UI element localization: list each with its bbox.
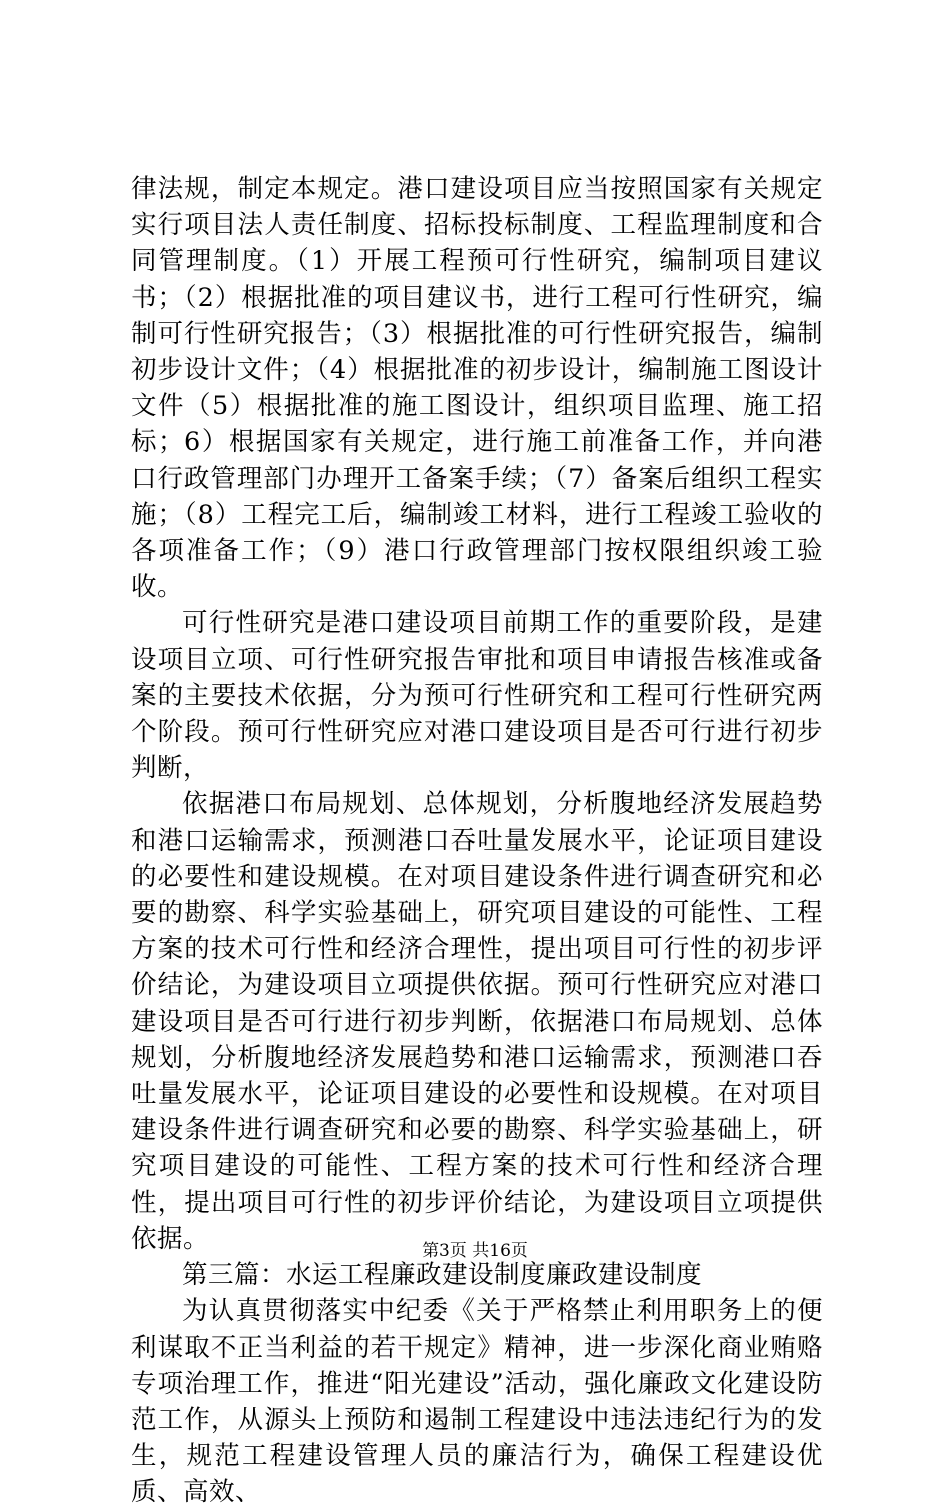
- paragraph-4: 为认真贯彻落实中纪委《关于严格禁止利用职务上的便利谋取不正当利益的若干规定》精神，进一步深化商业贿赂专项治理工作，推进“阳光建设”活动，强化廉政文化建设防范工作，从源头上预防和遏制工程建设中违法违纪行为的发生，规范工程建设管理人员的廉洁行为，确保工程建设优质、高效、: [131, 1296, 823, 1508]
- section-heading: 第三篇：水运工程廉政建设制度廉政建设制度: [182, 1260, 703, 1291]
- paragraph-2: 可行性研究是港口建设项目前期工作的重要阶段，是建设项目立项、可行性研究报告审批和项目申请报告核准或备案的主要技术依据，分为预可行性研究和工程可行性研究两个阶段。预可行性研究应对港口建设项目是否可行进行初步判断，: [131, 608, 823, 784]
- document-body: [131, 171, 823, 1511]
- paragraph-3: 依据港口布局规划、总体规划，分析腹地经济发展趋势和港口运输需求，预测港口吞吐量发展水平，论证项目建设的必要性和建设规模。在对项目建设条件进行调查研究和必要的勘察、科学实验基础上，研究项目建设的可能性、工程方案的技术可行性和经济合理性，提出项目可行性的初步评价结论，为建设项目立项提供依据。预可行性研究应对港口建设项目是否可行进行初步判断，依据港口布局规划、总体规划，分析腹地经济发展趋势和港口运输需求，预测港口吞吐量发展水平，论证项目建设的必要性和设规模。在对项目建设条件进行调查研究和必要的勘察、科学实验基础上，研究项目建设的可能性、工程方案的技术可行性和经济合理性，提出项目可行性的初步评价结论，为建设项目立项提供依据。: [131, 789, 823, 1254]
- paragraph-1: 律法规，制定本规定。港口建设项目应当按照国家有关规定实行项目法人责任制度、招标投标制度、工程监理制度和合同管理制度。（1）开展工程预可行性研究，编制项目建议书；（2）根据批准的项目建议书，进行工程可行性研究，编制可行性研究报告；（3）根据批准的可行性研究报告，编制初步设计文件；（4）根据批准的初步设计，编制施工图设计文件（5）根据批准的施工图设计，组织项目监理、施工招标；6）根据国家有关规定，进行施工前准备工作，并向港口行政管理部门办理开工备案手续；（7）备案后组织工程实施；（8）工程完工后，编制竣工材料，进行工程竣工验收的各项准备工作；（9）港口行政管理部门按权限组织竣工验收。: [131, 174, 823, 603]
- page-number-footer: 第3页 共16页: [422, 1241, 528, 1261]
